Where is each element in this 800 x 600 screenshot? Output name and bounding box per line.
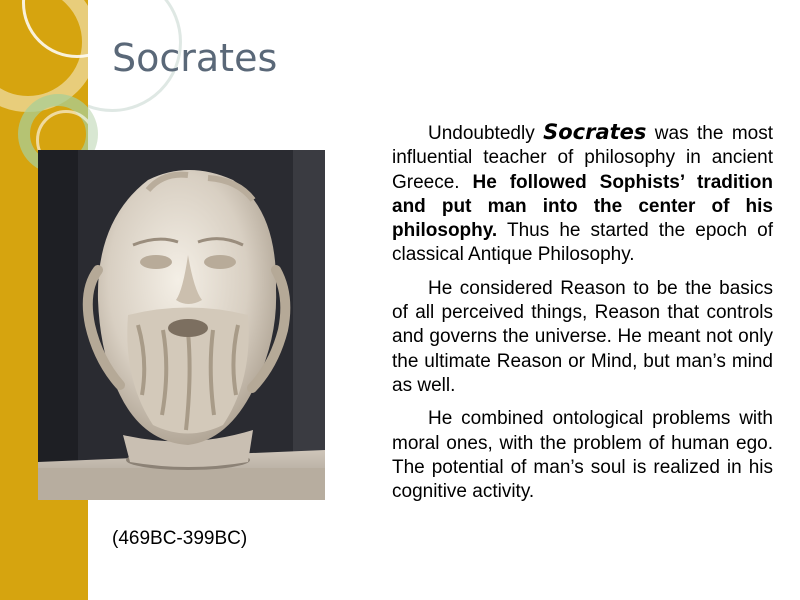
text-run: Thus he started the epoch of classical Antique Philosophy. [392,220,773,266]
emphasized-name: Socrates [543,120,647,144]
socrates-bust-image [38,150,325,500]
paragraph: He considered Reason to be the basics of all perceived things, Reason that controls and governs the universe. He meant not only the ultimate Reason or Mind, but man’s mind as well. [392,277,773,396]
text-run: was the most influential teacher of philosophy in ancient Greece. [392,123,773,193]
slide-title: Socrates [112,36,278,80]
text-run: Undoubtedly [428,123,544,144]
paragraph [392,120,773,268]
lifespan-dates: (469BC-399BC) [112,528,248,549]
bold-text-run: He followed Sophists’ tradition and put man into the center of his philosophy. [392,171,773,242]
paragraph: He combined ontological problems with moral ones, with the problem of human ego. The potential of man’s soul is realized in his cognitive activity. [392,408,773,503]
slide-body [392,120,773,513]
